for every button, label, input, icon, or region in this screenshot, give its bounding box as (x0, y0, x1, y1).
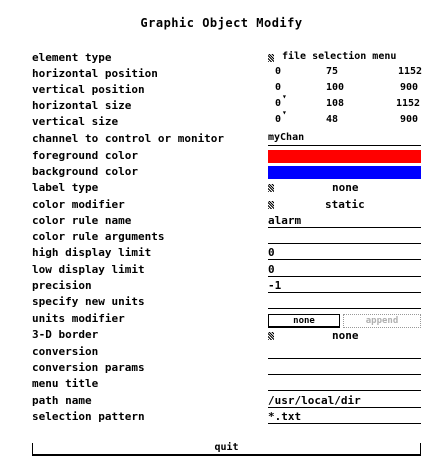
conversion-params-underline (268, 374, 421, 375)
vertical-size-label: vertical size (32, 115, 119, 128)
color-modifier-label: color modifier (32, 198, 125, 211)
horizontal-position-max: 1152 (398, 66, 423, 77)
foreground-color-label: foreground color (32, 149, 138, 162)
color-rule-name-underline (268, 227, 421, 228)
border-3d-label: 3-D border (32, 328, 99, 341)
vertical-size-min: 0 (275, 114, 282, 125)
menu-arrow-icon (268, 184, 274, 192)
high-display-limit-underline (268, 259, 421, 260)
slider-pointer-icon: ▾ (282, 92, 287, 101)
color-rule-name-label: color rule name (32, 214, 132, 227)
precision-label: precision (32, 279, 92, 292)
label-type-menu[interactable]: none (332, 181, 359, 194)
selection-pattern-field[interactable]: *.txt (268, 410, 302, 423)
menu-title-label: menu title (32, 377, 99, 390)
background-color-label: background color (32, 165, 138, 178)
horizontal-size-max: 1152 (396, 98, 421, 109)
element-type-menu[interactable]: file selection menu (282, 51, 397, 62)
color-modifier-menu[interactable]: static (325, 198, 365, 211)
border-3d-menu[interactable]: none (332, 329, 359, 342)
horizontal-position-value[interactable]: 75 (326, 66, 339, 77)
units-modifier-append-toggle[interactable]: append (343, 314, 421, 328)
channel-field[interactable]: myChan (268, 132, 305, 143)
selection-pattern-underline (268, 423, 421, 424)
high-display-limit-field[interactable]: 0 (268, 246, 275, 259)
horizontal-position-min: 0 (275, 66, 282, 77)
quit-button[interactable]: quit (32, 443, 421, 456)
units-modifier-label: units modifier (32, 312, 125, 325)
slider-pointer-icon: ▾ (282, 108, 287, 117)
vertical-position-value[interactable]: 100 (326, 82, 345, 93)
channel-label: channel to control or monitor (32, 132, 225, 145)
specify-new-units-underline (268, 308, 421, 309)
color-rule-arguments-underline (268, 243, 421, 244)
menu-title-underline (268, 390, 421, 391)
specify-new-units-label: specify new units (32, 295, 145, 308)
menu-arrow-icon (268, 54, 274, 62)
menu-arrow-icon (268, 201, 274, 209)
path-name-underline (268, 407, 421, 408)
horizontal-size-label: horizontal size (32, 99, 132, 112)
horizontal-size-value[interactable]: 108 (326, 98, 345, 109)
background-color-swatch[interactable] (268, 166, 421, 179)
precision-field[interactable]: -1 (268, 279, 282, 292)
low-display-limit-underline (268, 276, 421, 277)
vertical-position-min: 0 (275, 82, 282, 93)
channel-underline (268, 145, 421, 146)
vertical-position-max: 900 (400, 82, 419, 93)
units-modifier-none-toggle[interactable]: none (268, 314, 340, 328)
path-name-label: path name (32, 394, 92, 407)
element-type-label: element type (32, 51, 112, 64)
dialog-title: Graphic Object Modify (140, 16, 303, 30)
color-rule-arguments-label: color rule arguments (32, 230, 165, 243)
path-name-field[interactable]: /usr/local/dir (268, 394, 361, 407)
conversion-params-label: conversion params (32, 361, 145, 374)
foreground-color-swatch[interactable] (268, 150, 421, 163)
label-type-label: label type (32, 181, 99, 194)
low-display-limit-label: low display limit (32, 263, 145, 276)
conversion-underline (268, 358, 421, 359)
horizontal-position-label: horizontal position (32, 67, 158, 80)
low-display-limit-field[interactable]: 0 (268, 263, 275, 276)
vertical-size-value[interactable]: 48 (326, 114, 339, 125)
conversion-label: conversion (32, 345, 99, 358)
precision-underline (268, 292, 421, 293)
menu-arrow-icon (268, 332, 274, 340)
high-display-limit-label: high display limit (32, 246, 152, 259)
horizontal-size-min: 0 (275, 98, 282, 109)
vertical-size-max: 900 (400, 114, 419, 125)
selection-pattern-label: selection pattern (32, 410, 145, 423)
color-rule-name-field[interactable]: alarm (268, 214, 302, 227)
vertical-position-label: vertical position (32, 83, 145, 96)
